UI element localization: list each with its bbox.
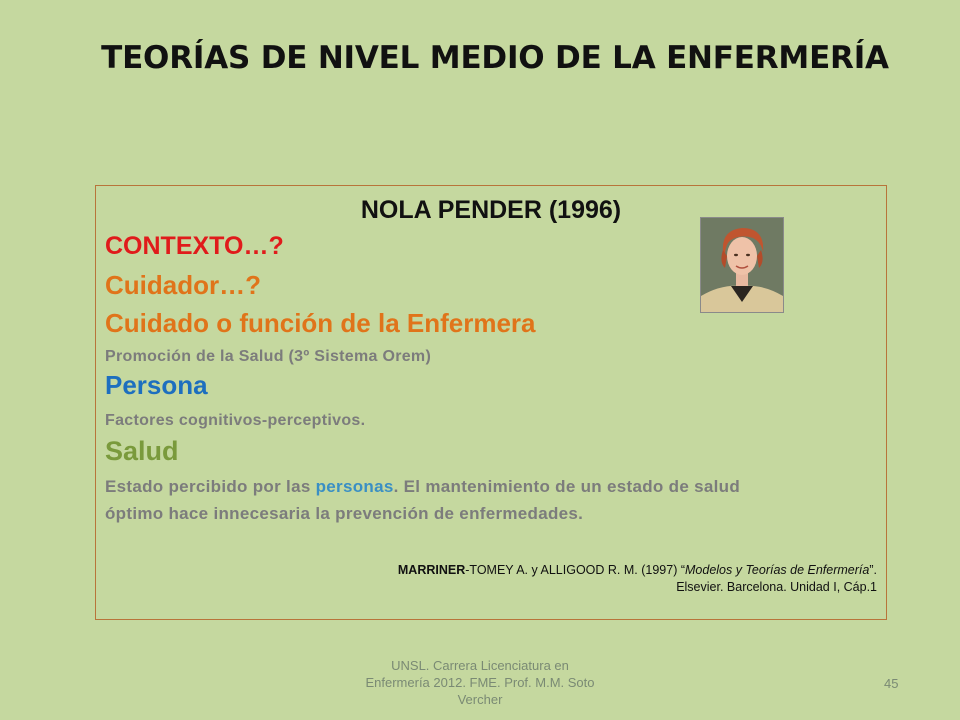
personas-highlight: personas — [315, 477, 394, 496]
contexto-line: CONTEXTO…? — [105, 232, 284, 260]
promocion-line: Promoción de la Salud (3º Sistema Orem) — [105, 348, 432, 365]
estado-line — [105, 477, 740, 497]
cuidado-line: Cuidado o función de la Enfermera — [105, 308, 536, 338]
persona-line: Persona — [105, 370, 208, 400]
reference-line-1 — [398, 562, 877, 579]
cuidador-line: Cuidador…? — [105, 270, 261, 300]
portrait-photo — [700, 217, 784, 313]
footer-line-3: Vercher — [457, 692, 503, 707]
content-box — [95, 185, 887, 620]
reference-author-bold: MARRINER — [397, 563, 466, 577]
estado-text-pre: Estado percibido por las — [105, 477, 316, 496]
reference-book-title: Modelos y Teorías de Enfermería — [685, 563, 870, 577]
factores-line: Factores cognitivos-perceptivos. — [105, 412, 366, 429]
estado-text-post: . El mantenimiento de un estado de salud — [393, 477, 740, 496]
salud-line: Salud — [105, 436, 179, 466]
reference-authors: -TOMEY A. y ALLIGOOD R. M. (1997) “ — [465, 563, 685, 577]
reference-book-end: ”. — [869, 563, 877, 577]
slide-title: TEORÍAS DE NIVEL MEDIO DE LA ENFERMERÍA — [101, 40, 889, 76]
theorist-heading: NOLA PENDER (1996) — [360, 196, 622, 224]
page-number: 45 — [884, 676, 899, 691]
optimo-line: óptimo hace innecesaria la prevención de enfermedades. — [105, 504, 584, 523]
reference-line-2: Elsevier. Barcelona. Unidad I, Cáp.1 — [676, 580, 877, 594]
footer-line-2: Enfermería 2012. FME. Prof. M.M. Soto — [365, 675, 595, 690]
bibliographic-reference — [398, 562, 877, 596]
footer-line-1: UNSL. Carrera Licenciatura en — [391, 658, 569, 673]
slide-footer — [335, 657, 625, 708]
